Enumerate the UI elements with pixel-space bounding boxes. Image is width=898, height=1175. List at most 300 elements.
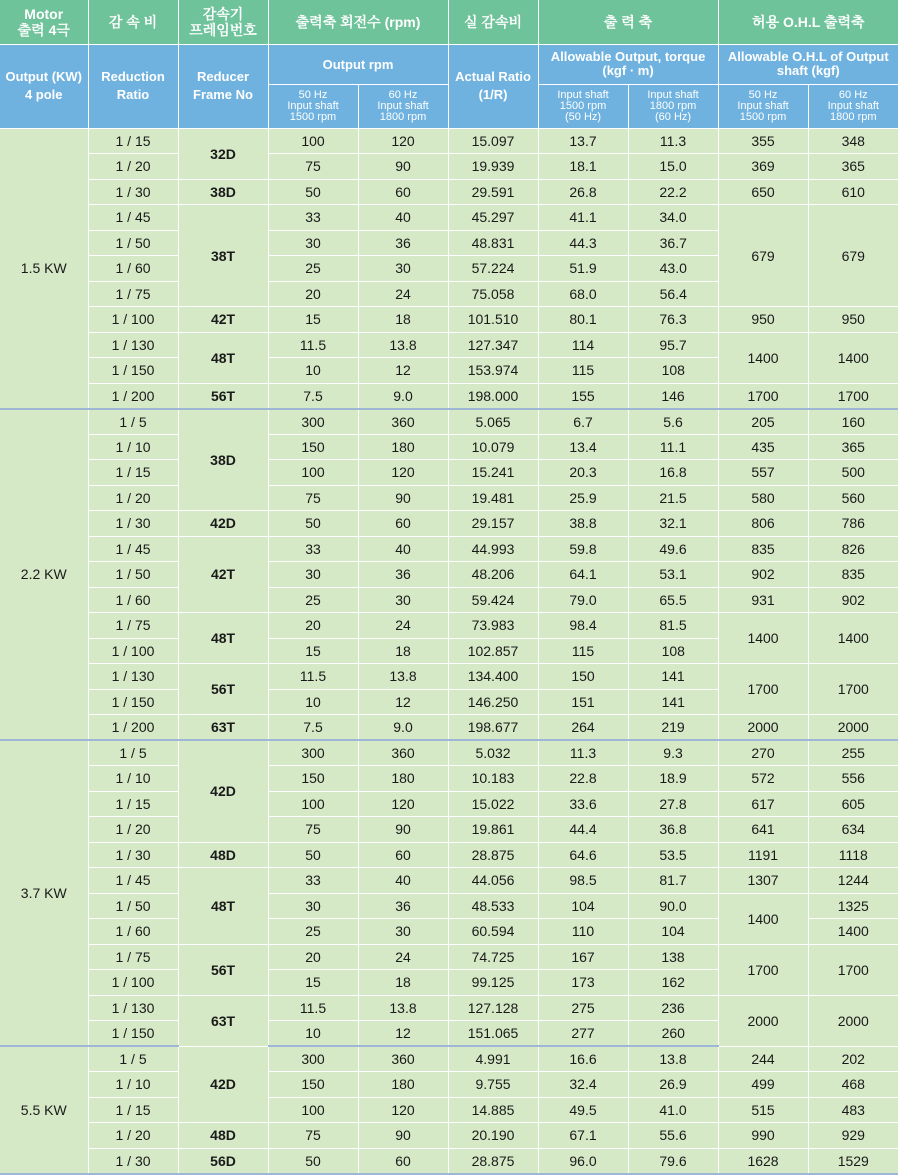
torque-50hz-cell: 33.6	[538, 791, 628, 817]
actual-ratio-cell: 5.065	[448, 409, 538, 435]
rpm-60hz-cell: 36	[358, 562, 448, 588]
ohl-60hz-cell: 560	[808, 485, 898, 511]
rpm-50hz-cell: 100	[268, 460, 358, 486]
ohl-60hz-cell: 1700	[808, 664, 898, 715]
ohl-50hz-cell: 650	[718, 179, 808, 205]
actual-ratio-cell: 19.861	[448, 817, 538, 843]
reduction-ratio-cell: 1 / 15	[88, 1097, 178, 1123]
reduction-ratio-cell: 1 / 20	[88, 1123, 178, 1149]
table-row	[0, 791, 898, 817]
reduction-ratio-cell: 1 / 150	[88, 358, 178, 384]
ohl-50hz-cell: 950	[718, 307, 808, 333]
rpm-50hz-cell: 50	[268, 179, 358, 205]
rpm-50hz-cell: 11.5	[268, 664, 358, 690]
torque-60hz-cell: 162	[628, 970, 718, 996]
rpm-60hz-cell: 60	[358, 179, 448, 205]
rpm-60hz-cell: 360	[358, 409, 448, 435]
rpm-60hz-cell: 40	[358, 536, 448, 562]
frame-no-cell: 48D	[178, 1123, 268, 1149]
actual-ratio-cell: 60.594	[448, 919, 538, 945]
torque-50hz-cell: 44.4	[538, 817, 628, 843]
rpm-60hz-cell: 12	[358, 1021, 448, 1047]
table-row	[0, 154, 898, 180]
torque-50hz-cell: 79.0	[538, 587, 628, 613]
frame-no-cell: 42D	[178, 511, 268, 537]
table-row	[0, 434, 898, 460]
ohl-60hz-cell: 2000	[808, 995, 898, 1046]
frame-no-cell: 42T	[178, 307, 268, 333]
torque-60hz-cell: 36.8	[628, 817, 718, 843]
reduction-ratio-cell: 1 / 130	[88, 995, 178, 1021]
table-row	[0, 562, 898, 588]
actual-ratio-cell: 48.533	[448, 893, 538, 919]
torque-60hz-cell: 146	[628, 383, 718, 409]
table-row	[0, 307, 898, 333]
header-motor-en: Output (KW) 4 pole	[0, 44, 88, 128]
reduction-ratio-cell: 1 / 30	[88, 511, 178, 537]
torque-50hz-cell: 115	[538, 638, 628, 664]
reduction-ratio-cell: 1 / 200	[88, 383, 178, 409]
header-actual-en: Actual Ratio (1/R)	[448, 44, 538, 128]
ohl-50hz-cell: 931	[718, 587, 808, 613]
reduction-ratio-cell: 1 / 130	[88, 332, 178, 358]
table-row	[0, 1148, 898, 1174]
table-row	[0, 817, 898, 843]
rpm-50hz-cell: 30	[268, 562, 358, 588]
header-torque-en: Allowable Output, torque (kgf · m)	[538, 44, 718, 84]
rpm-50hz-cell: 15	[268, 307, 358, 333]
actual-ratio-cell: 99.125	[448, 970, 538, 996]
rpm-60hz-cell: 60	[358, 511, 448, 537]
actual-ratio-cell: 48.206	[448, 562, 538, 588]
reduction-ratio-cell: 1 / 20	[88, 154, 178, 180]
rpm-50hz-cell: 150	[268, 766, 358, 792]
ohl-50hz-cell: 244	[718, 1046, 808, 1072]
rpm-50hz-cell: 11.5	[268, 332, 358, 358]
torque-60hz-cell: 11.3	[628, 128, 718, 154]
rpm-50hz-cell: 33	[268, 205, 358, 231]
table-row	[0, 409, 898, 435]
rpm-50hz-cell: 10	[268, 689, 358, 715]
table-row	[0, 740, 898, 766]
ohl-50hz-cell: 2000	[718, 995, 808, 1046]
rpm-50hz-cell: 25	[268, 256, 358, 282]
torque-60hz-cell: 49.6	[628, 536, 718, 562]
frame-no-cell: 63T	[178, 715, 268, 741]
rpm-60hz-cell: 120	[358, 1097, 448, 1123]
torque-60hz-cell: 141	[628, 664, 718, 690]
torque-50hz-cell: 22.8	[538, 766, 628, 792]
reduction-ratio-cell: 1 / 130	[88, 664, 178, 690]
torque-50hz-cell: 49.5	[538, 1097, 628, 1123]
ohl-60hz-cell: 160	[808, 409, 898, 435]
reduction-ratio-cell: 1 / 10	[88, 434, 178, 460]
rpm-50hz-cell: 100	[268, 128, 358, 154]
torque-50hz-cell: 64.6	[538, 842, 628, 868]
rpm-50hz-cell: 25	[268, 919, 358, 945]
ohl-60hz-cell: 679	[808, 205, 898, 307]
header-rpm-50hz: 50 Hz Input shaft 1500 rpm	[268, 84, 358, 128]
ohl-50hz-cell: 1700	[718, 664, 808, 715]
ohl-60hz-cell: 468	[808, 1072, 898, 1098]
torque-60hz-cell: 90.0	[628, 893, 718, 919]
rpm-50hz-cell: 20	[268, 281, 358, 307]
actual-ratio-cell: 101.510	[448, 307, 538, 333]
rpm-60hz-cell: 9.0	[358, 383, 448, 409]
motor-output-cell: 2.2 KW	[0, 409, 88, 741]
ohl-50hz-cell: 270	[718, 740, 808, 766]
rpm-50hz-cell: 50	[268, 511, 358, 537]
rpm-60hz-cell: 90	[358, 485, 448, 511]
torque-60hz-cell: 53.1	[628, 562, 718, 588]
frame-no-cell: 42D	[178, 1046, 268, 1123]
ohl-50hz-cell: 1700	[718, 944, 808, 995]
actual-ratio-cell: 57.224	[448, 256, 538, 282]
rpm-60hz-cell: 24	[358, 944, 448, 970]
torque-50hz-cell: 98.5	[538, 868, 628, 894]
rpm-60hz-cell: 30	[358, 919, 448, 945]
table-row	[0, 944, 898, 970]
reduction-ratio-cell: 1 / 100	[88, 307, 178, 333]
reduction-ratio-cell: 1 / 45	[88, 536, 178, 562]
ohl-60hz-cell: 365	[808, 154, 898, 180]
frame-no-cell: 38T	[178, 205, 268, 307]
rpm-60hz-cell: 120	[358, 460, 448, 486]
actual-ratio-cell: 15.022	[448, 791, 538, 817]
torque-60hz-cell: 21.5	[628, 485, 718, 511]
reduction-ratio-cell: 1 / 200	[88, 715, 178, 741]
header-torque-50hz: Input shaft 1500 rpm (50 Hz)	[538, 84, 628, 128]
actual-ratio-cell: 73.983	[448, 613, 538, 639]
ohl-50hz-cell: 617	[718, 791, 808, 817]
actual-ratio-cell: 153.974	[448, 358, 538, 384]
actual-ratio-cell: 198.000	[448, 383, 538, 409]
rpm-50hz-cell: 100	[268, 1097, 358, 1123]
rpm-60hz-cell: 180	[358, 1072, 448, 1098]
actual-ratio-cell: 127.347	[448, 332, 538, 358]
ohl-60hz-cell: 202	[808, 1046, 898, 1072]
torque-50hz-cell: 51.9	[538, 256, 628, 282]
rpm-50hz-cell: 15	[268, 970, 358, 996]
reduction-ratio-cell: 1 / 20	[88, 817, 178, 843]
rpm-60hz-cell: 60	[358, 842, 448, 868]
motor-output-cell: 1.5 KW	[0, 128, 88, 409]
table-row	[0, 766, 898, 792]
rpm-60hz-cell: 13.8	[358, 332, 448, 358]
torque-50hz-cell: 20.3	[538, 460, 628, 486]
torque-50hz-cell: 110	[538, 919, 628, 945]
ohl-50hz-cell: 1191	[718, 842, 808, 868]
ohl-50hz-cell: 1400	[718, 893, 808, 944]
table-row	[0, 995, 898, 1021]
actual-ratio-cell: 4.991	[448, 1046, 538, 1072]
torque-60hz-cell: 95.7	[628, 332, 718, 358]
rpm-50hz-cell: 150	[268, 1072, 358, 1098]
reduction-ratio-cell: 1 / 30	[88, 842, 178, 868]
rpm-60hz-cell: 120	[358, 791, 448, 817]
rpm-50hz-cell: 33	[268, 536, 358, 562]
rpm-50hz-cell: 10	[268, 1021, 358, 1047]
header-frame-en: Reducer Frame No	[178, 44, 268, 128]
frame-no-cell: 56T	[178, 383, 268, 409]
actual-ratio-cell: 28.875	[448, 1148, 538, 1174]
actual-ratio-cell: 10.183	[448, 766, 538, 792]
ohl-60hz-cell: 556	[808, 766, 898, 792]
torque-50hz-cell: 41.1	[538, 205, 628, 231]
torque-50hz-cell: 155	[538, 383, 628, 409]
rpm-60hz-cell: 360	[358, 1046, 448, 1072]
actual-ratio-cell: 134.400	[448, 664, 538, 690]
rpm-50hz-cell: 25	[268, 587, 358, 613]
torque-50hz-cell: 68.0	[538, 281, 628, 307]
frame-no-cell: 63T	[178, 995, 268, 1046]
table-row	[0, 613, 898, 639]
header-ohl-50hz: 50 Hz Input shaft 1500 rpm	[718, 84, 808, 128]
frame-no-cell: 42T	[178, 536, 268, 613]
torque-50hz-cell: 98.4	[538, 613, 628, 639]
frame-no-cell: 32D	[178, 128, 268, 179]
torque-50hz-cell: 114	[538, 332, 628, 358]
ohl-60hz-cell: 1400	[808, 613, 898, 664]
table-row	[0, 205, 898, 231]
ohl-60hz-cell: 2000	[808, 715, 898, 741]
torque-60hz-cell: 11.1	[628, 434, 718, 460]
rpm-50hz-cell: 75	[268, 485, 358, 511]
torque-60hz-cell: 108	[628, 638, 718, 664]
rpm-50hz-cell: 10	[268, 358, 358, 384]
frame-no-cell: 38D	[178, 409, 268, 511]
rpm-60hz-cell: 36	[358, 893, 448, 919]
table-row	[0, 893, 898, 919]
ohl-50hz-cell: 515	[718, 1097, 808, 1123]
rpm-60hz-cell: 13.8	[358, 995, 448, 1021]
ohl-50hz-cell: 1628	[718, 1148, 808, 1174]
torque-60hz-cell: 16.8	[628, 460, 718, 486]
actual-ratio-cell: 45.297	[448, 205, 538, 231]
rpm-60hz-cell: 30	[358, 256, 448, 282]
table-row	[0, 1097, 898, 1123]
header-rpm-en: Output rpm	[268, 44, 448, 84]
rpm-60hz-cell: 30	[358, 587, 448, 613]
ohl-60hz-cell: 1400	[808, 332, 898, 383]
table-row	[0, 332, 898, 358]
reduction-ratio-cell: 1 / 15	[88, 460, 178, 486]
ohl-50hz-cell: 1700	[718, 383, 808, 409]
actual-ratio-cell: 44.993	[448, 536, 538, 562]
actual-ratio-cell: 9.755	[448, 1072, 538, 1098]
rpm-50hz-cell: 75	[268, 1123, 358, 1149]
rpm-60hz-cell: 90	[358, 1123, 448, 1149]
reduction-ratio-cell: 1 / 5	[88, 1046, 178, 1072]
rpm-60hz-cell: 90	[358, 817, 448, 843]
ohl-60hz-cell: 634	[808, 817, 898, 843]
torque-50hz-cell: 104	[538, 893, 628, 919]
header-ratio-en: Reduction Ratio	[88, 44, 178, 128]
ohl-60hz-cell: 1700	[808, 944, 898, 995]
header-torque-60hz: Input shaft 1800 rpm (60 Hz)	[628, 84, 718, 128]
ohl-50hz-cell: 1400	[718, 613, 808, 664]
torque-60hz-cell: 236	[628, 995, 718, 1021]
ohl-50hz-cell: 679	[718, 205, 808, 307]
rpm-50hz-cell: 20	[268, 613, 358, 639]
reduction-ratio-cell: 1 / 100	[88, 970, 178, 996]
ohl-50hz-cell: 580	[718, 485, 808, 511]
actual-ratio-cell: 15.241	[448, 460, 538, 486]
table-row	[0, 664, 898, 690]
torque-60hz-cell: 18.9	[628, 766, 718, 792]
rpm-60hz-cell: 180	[358, 766, 448, 792]
ohl-60hz-cell: 255	[808, 740, 898, 766]
table-row	[0, 587, 898, 613]
motor-output-cell: 5.5 KW	[0, 1046, 88, 1174]
ohl-60hz-cell: 500	[808, 460, 898, 486]
rpm-50hz-cell: 100	[268, 791, 358, 817]
ohl-50hz-cell: 902	[718, 562, 808, 588]
reduction-ratio-cell: 1 / 100	[88, 638, 178, 664]
torque-50hz-cell: 13.4	[538, 434, 628, 460]
reduction-ratio-cell: 1 / 50	[88, 230, 178, 256]
torque-50hz-cell: 264	[538, 715, 628, 741]
actual-ratio-cell: 15.097	[448, 128, 538, 154]
header-output-shaft-ko: 출 력 축	[538, 0, 718, 44]
reduction-ratio-cell: 1 / 10	[88, 1072, 178, 1098]
rpm-60hz-cell: 12	[358, 689, 448, 715]
actual-ratio-cell: 19.481	[448, 485, 538, 511]
torque-60hz-cell: 15.0	[628, 154, 718, 180]
actual-ratio-cell: 151.065	[448, 1021, 538, 1047]
rpm-60hz-cell: 18	[358, 307, 448, 333]
ohl-50hz-cell: 572	[718, 766, 808, 792]
rpm-50hz-cell: 50	[268, 842, 358, 868]
torque-50hz-cell: 11.3	[538, 740, 628, 766]
table-row	[0, 1123, 898, 1149]
torque-60hz-cell: 27.8	[628, 791, 718, 817]
frame-no-cell: 48T	[178, 613, 268, 664]
torque-60hz-cell: 26.9	[628, 1072, 718, 1098]
torque-50hz-cell: 67.1	[538, 1123, 628, 1149]
torque-60hz-cell: 76.3	[628, 307, 718, 333]
torque-50hz-cell: 64.1	[538, 562, 628, 588]
rpm-50hz-cell: 150	[268, 434, 358, 460]
torque-50hz-cell: 44.3	[538, 230, 628, 256]
rpm-50hz-cell: 11.5	[268, 995, 358, 1021]
actual-ratio-cell: 44.056	[448, 868, 538, 894]
actual-ratio-cell: 198.677	[448, 715, 538, 741]
actual-ratio-cell: 127.128	[448, 995, 538, 1021]
ohl-60hz-cell: 826	[808, 536, 898, 562]
reduction-ratio-cell: 1 / 60	[88, 919, 178, 945]
actual-ratio-cell: 102.857	[448, 638, 538, 664]
torque-60hz-cell: 219	[628, 715, 718, 741]
torque-50hz-cell: 80.1	[538, 307, 628, 333]
table-body	[0, 128, 898, 1174]
ohl-60hz-cell: 929	[808, 1123, 898, 1149]
actual-ratio-cell: 74.725	[448, 944, 538, 970]
frame-no-cell: 56D	[178, 1148, 268, 1174]
torque-50hz-cell: 32.4	[538, 1072, 628, 1098]
table-header	[0, 0, 898, 128]
torque-60hz-cell: 56.4	[628, 281, 718, 307]
ohl-50hz-cell: 990	[718, 1123, 808, 1149]
ohl-50hz-cell: 806	[718, 511, 808, 537]
reduction-ratio-cell: 1 / 30	[88, 1148, 178, 1174]
ohl-50hz-cell: 205	[718, 409, 808, 435]
rpm-50hz-cell: 75	[268, 154, 358, 180]
reduction-ratio-cell: 1 / 10	[88, 766, 178, 792]
reduction-ratio-cell: 1 / 60	[88, 587, 178, 613]
reduction-ratio-cell: 1 / 150	[88, 1021, 178, 1047]
torque-50hz-cell: 277	[538, 1021, 628, 1047]
torque-60hz-cell: 43.0	[628, 256, 718, 282]
rpm-60hz-cell: 120	[358, 128, 448, 154]
torque-60hz-cell: 55.6	[628, 1123, 718, 1149]
rpm-50hz-cell: 7.5	[268, 383, 358, 409]
header-ratio-ko: 감 속 비	[88, 0, 178, 44]
torque-60hz-cell: 79.6	[628, 1148, 718, 1174]
torque-60hz-cell: 41.0	[628, 1097, 718, 1123]
rpm-50hz-cell: 20	[268, 944, 358, 970]
reduction-ratio-cell: 1 / 20	[88, 485, 178, 511]
actual-ratio-cell: 10.079	[448, 434, 538, 460]
actual-ratio-cell: 59.424	[448, 587, 538, 613]
frame-no-cell: 48T	[178, 868, 268, 945]
ohl-50hz-cell: 641	[718, 817, 808, 843]
torque-60hz-cell: 22.2	[628, 179, 718, 205]
torque-60hz-cell: 260	[628, 1021, 718, 1047]
actual-ratio-cell: 5.032	[448, 740, 538, 766]
ohl-60hz-cell: 1244	[808, 868, 898, 894]
rpm-60hz-cell: 90	[358, 154, 448, 180]
ohl-60hz-cell: 1118	[808, 842, 898, 868]
ohl-60hz-cell: 1700	[808, 383, 898, 409]
rpm-50hz-cell: 300	[268, 409, 358, 435]
torque-50hz-cell: 167	[538, 944, 628, 970]
table-row	[0, 383, 898, 409]
torque-60hz-cell: 81.5	[628, 613, 718, 639]
header-rpm-60hz: 60 Hz Input shaft 1800 rpm	[358, 84, 448, 128]
rpm-50hz-cell: 50	[268, 1148, 358, 1174]
reduction-ratio-cell: 1 / 75	[88, 281, 178, 307]
rpm-60hz-cell: 9.0	[358, 715, 448, 741]
actual-ratio-cell: 28.875	[448, 842, 538, 868]
ohl-50hz-cell: 499	[718, 1072, 808, 1098]
torque-50hz-cell: 25.9	[538, 485, 628, 511]
ohl-50hz-cell: 2000	[718, 715, 808, 741]
ohl-60hz-cell: 483	[808, 1097, 898, 1123]
torque-60hz-cell: 141	[628, 689, 718, 715]
torque-60hz-cell: 53.5	[628, 842, 718, 868]
frame-no-cell: 48T	[178, 332, 268, 383]
ohl-60hz-cell: 1400	[808, 919, 898, 945]
reduction-ratio-cell: 1 / 15	[88, 128, 178, 154]
ohl-50hz-cell: 835	[718, 536, 808, 562]
header-ohl-ko: 허용 O.H.L 출력축	[718, 0, 898, 44]
actual-ratio-cell: 48.831	[448, 230, 538, 256]
actual-ratio-cell: 29.591	[448, 179, 538, 205]
frame-no-cell: 48D	[178, 842, 268, 868]
rpm-60hz-cell: 60	[358, 1148, 448, 1174]
ohl-50hz-cell: 557	[718, 460, 808, 486]
table-row	[0, 842, 898, 868]
ohl-60hz-cell: 365	[808, 434, 898, 460]
table-row	[0, 536, 898, 562]
torque-50hz-cell: 275	[538, 995, 628, 1021]
motor-output-cell: 3.7 KW	[0, 740, 88, 1046]
ohl-60hz-cell: 835	[808, 562, 898, 588]
rpm-60hz-cell: 12	[358, 358, 448, 384]
table-row	[0, 1072, 898, 1098]
torque-60hz-cell: 108	[628, 358, 718, 384]
